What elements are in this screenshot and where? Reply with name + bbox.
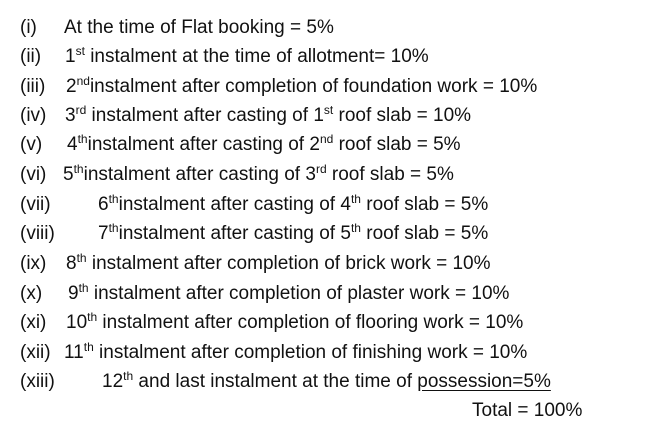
item-text: 1st instalment at the time of allotment= 10% [65, 44, 429, 67]
item-number: (xii) [20, 342, 51, 363]
item-number: (iv) [20, 105, 47, 126]
item-text: 4thinstalment after casting of 2nd roof slab = 5% [67, 132, 461, 155]
item-number: (vii) [20, 194, 51, 215]
item-number: (viii) [20, 223, 55, 244]
item-text: 11th instalment after completion of finishing work = 10% [64, 340, 528, 363]
item-text: 6thinstalment after casting of 4th roof slab = 5% [98, 192, 489, 215]
total-line: Total = 100% [472, 400, 583, 421]
item-text: 12th and last instalment at the time of possession=5% [102, 369, 551, 392]
item-number: (ii) [20, 46, 42, 67]
item-number: (xiii) [20, 371, 55, 392]
item-number: (iii) [20, 76, 46, 97]
item-number: (vi) [20, 164, 47, 185]
item-text: 9th instalment after completion of plaster work = 10% [68, 281, 510, 304]
item-text: 2ndinstalment after completion of foundation work = 10% [66, 74, 538, 97]
item-text: 8th instalment after completion of brick work = 10% [66, 251, 491, 274]
item-number: (i) [20, 17, 37, 38]
item-number: (v) [20, 134, 43, 155]
item-text: 5thinstalment after casting of 3rd roof slab = 5% [63, 162, 454, 185]
item-text: 3rd instalment after casting of 1st roof slab = 10% [65, 103, 472, 126]
item-number: (x) [20, 283, 43, 304]
item-text: 7thinstalment after casting of 5th roof slab = 5% [98, 221, 489, 244]
item-text: 10th instalment after completion of flooring work = 10% [66, 310, 524, 333]
item-text: At the time of Flat booking = 5% [64, 17, 334, 38]
item-number: (ix) [20, 253, 47, 274]
possession-underlined: possession=5% [417, 371, 551, 392]
item-number: (xi) [20, 312, 47, 333]
